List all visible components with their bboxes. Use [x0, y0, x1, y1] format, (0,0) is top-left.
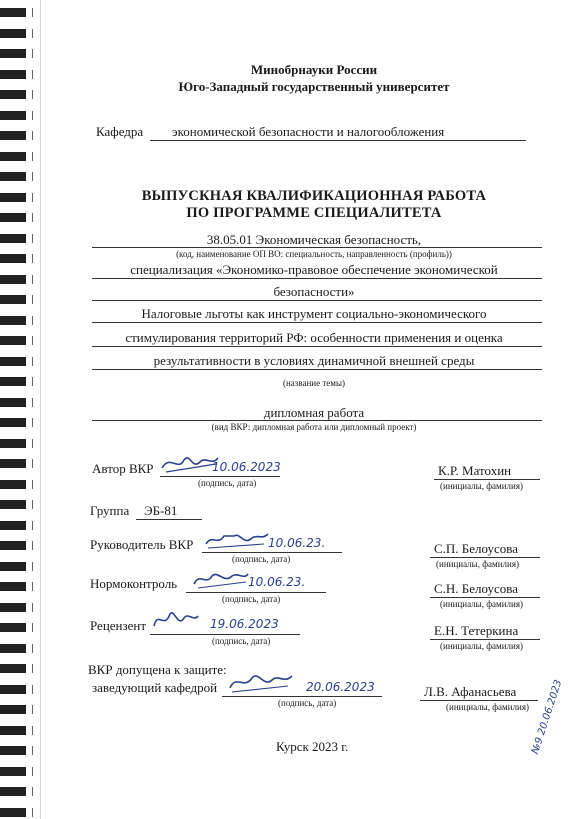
supervisor-label: Руководитель ВКР: [90, 537, 194, 552]
binding-hole: [26, 295, 33, 304]
binding-ring: [0, 623, 26, 632]
supervisor-name-underline: [430, 557, 540, 558]
reviewer-date: 19.06.2023: [210, 617, 279, 631]
department-value: экономической безопасности и налогообложения: [172, 124, 445, 139]
head-signature: [226, 668, 296, 696]
binding-hole: [26, 29, 33, 38]
program-underline: [92, 247, 542, 248]
author-name-caption: (инициалы, фамилия): [440, 481, 523, 491]
binding-hole: [26, 459, 33, 468]
binding-hole: [26, 213, 33, 222]
binding-hole: [26, 70, 33, 79]
work-type-underline: [92, 420, 542, 421]
reviewer-signature: [150, 606, 200, 634]
binding-hole: [26, 275, 33, 284]
binding-hole: [26, 582, 33, 591]
binding-ring: [0, 746, 26, 755]
binding-ring: [0, 316, 26, 325]
binding-hole: [26, 439, 33, 448]
normcontrol-sign-underline: [186, 592, 326, 593]
page-edge: [40, 0, 41, 819]
binding-ring: [0, 439, 26, 448]
binding-ring: [0, 8, 26, 17]
binding-ring: [0, 131, 26, 140]
binding-ring: [0, 398, 26, 407]
binding-ring: [0, 521, 26, 530]
binding-hole: [26, 8, 33, 17]
binding-ring: [0, 787, 26, 796]
binding-ring: [0, 29, 26, 38]
specialization-line1: специализация «Экономико-правовое обеспечение экономической: [130, 262, 498, 277]
head-date: 20.06.2023: [306, 680, 375, 694]
binding-hole: [26, 623, 33, 632]
university-name: Юго-Западный государственный университет: [178, 79, 450, 94]
binding-ring: [0, 172, 26, 181]
document-title-line2: ПО ПРОГРАММЕ СПЕЦИАЛИТЕТА: [186, 205, 442, 221]
binding-hole: [26, 398, 33, 407]
head-sign-caption: (подпись, дата): [278, 698, 337, 708]
topic-caption: (название темы): [282, 378, 346, 388]
binding-ring: [0, 152, 26, 161]
binding-ring: [0, 726, 26, 735]
binding-hole: [26, 808, 33, 817]
program-code: 38.05.01 Экономическая безопасность,: [206, 232, 422, 247]
binding-hole: [26, 254, 33, 263]
supervisor-name: С.П. Белоусова: [434, 541, 519, 556]
binding-hole: [26, 49, 33, 58]
supervisor-sign-underline: [202, 552, 342, 553]
normcontrol-sign-caption: (подпись, дата): [222, 594, 281, 604]
binding-hole: [26, 131, 33, 140]
topic-line2: стимулирования территорий РФ: особенности применения и оценка: [125, 330, 503, 345]
topic-line1: Налоговые льготы как инструмент социально-экономического: [141, 306, 487, 321]
binding-ring: [0, 418, 26, 427]
specialization-line2: безопасности»: [273, 284, 355, 299]
work-type-caption: (вид ВКР: дипломная работа или дипломный проект): [211, 422, 417, 432]
binding-ring: [0, 193, 26, 202]
head-name-underline: [420, 700, 538, 701]
binding-hole: [26, 562, 33, 571]
head-name-caption: (инициалы, фамилия): [446, 702, 529, 712]
binding-ring: [0, 336, 26, 345]
reviewer-sign-underline: [150, 634, 300, 635]
ministry-name: Минобрнауки России: [250, 62, 378, 77]
binding-hole: [26, 644, 33, 653]
author-label: Автор ВКР: [92, 461, 154, 476]
normcontrol-signature: [190, 566, 250, 592]
binding-hole: [26, 377, 33, 386]
program-caption: (код, наименование ОП ВО: специальность, направленность (профиль)): [176, 249, 452, 259]
binding-ring: [0, 275, 26, 284]
normcontrol-label: Нормоконтроль: [90, 576, 178, 591]
binding-hole: [26, 664, 33, 673]
binding-hole: [26, 480, 33, 489]
binding-ring: [0, 664, 26, 673]
normcontrol-name-underline: [430, 597, 540, 598]
topic-underline-3: [92, 369, 542, 370]
binding-ring: [0, 357, 26, 366]
author-date: 10.06.2023: [212, 460, 281, 474]
group-underline: [136, 519, 202, 520]
spec-underline-2: [92, 300, 542, 301]
reviewer-label: Рецензент: [90, 618, 147, 633]
head-name: Л.В. Афанасьева: [424, 684, 517, 699]
binding-ring: [0, 90, 26, 99]
binding-hole: [26, 234, 33, 243]
department-underline: [150, 140, 526, 141]
reviewer-name-caption: (инициалы, фамилия): [440, 641, 523, 651]
binding-ring: [0, 377, 26, 386]
reviewer-sign-caption: (подпись, дата): [212, 636, 271, 646]
supervisor-sign-caption: (подпись, дата): [232, 554, 291, 564]
binding-ring: [0, 295, 26, 304]
admission-label: ВКР допущена к защите:: [88, 662, 227, 677]
document-title-line1: ВЫПУСКНАЯ КВАЛИФИКАЦИОННАЯ РАБОТА: [141, 188, 487, 204]
author-name-underline: [434, 479, 540, 480]
group-value: ЭБ-81: [144, 503, 178, 518]
binding-ring: [0, 480, 26, 489]
topic-line3: результативности в условиях динамичной внешней среды: [153, 353, 475, 368]
binding-hole: [26, 541, 33, 550]
work-type-value: дипломная работа: [263, 405, 365, 420]
binding-hole: [26, 787, 33, 796]
binding-hole: [26, 705, 33, 714]
binding-hole: [26, 767, 33, 776]
binding-hole: [26, 152, 33, 161]
binding-ring: [0, 500, 26, 509]
binding-ring: [0, 562, 26, 571]
supervisor-signature: [204, 528, 270, 552]
binding-hole: [26, 90, 33, 99]
author-sign-underline: [160, 476, 280, 477]
normcontrol-name-caption: (инициалы, фамилия): [440, 599, 523, 609]
binding-hole: [26, 172, 33, 181]
binding-ring: [0, 70, 26, 79]
group-label: Группа: [90, 503, 130, 518]
binding-ring: [0, 111, 26, 120]
binding-hole: [26, 685, 33, 694]
binding-ring: [0, 808, 26, 817]
topic-underline-2: [92, 346, 542, 347]
binding-ring: [0, 685, 26, 694]
registration-note: №9 20.06.2023: [530, 678, 565, 756]
supervisor-name-caption: (инициалы, фамилия): [436, 559, 519, 569]
binding-hole: [26, 521, 33, 530]
normcontrol-date: 10.06.23.: [248, 575, 306, 589]
binding-hole: [26, 418, 33, 427]
normcontrol-name: С.Н. Белоусова: [434, 581, 519, 596]
reviewer-name: Е.Н. Тетеркина: [434, 623, 519, 638]
binding-ring: [0, 767, 26, 776]
binding-hole: [26, 726, 33, 735]
binding-hole: [26, 336, 33, 345]
binding-ring: [0, 582, 26, 591]
topic-underline-1: [92, 322, 542, 323]
binding-ring: [0, 459, 26, 468]
head-of-department-label: заведующий кафедрой: [92, 680, 218, 695]
binding-hole: [26, 316, 33, 325]
author-name: К.Р. Матохин: [438, 463, 512, 478]
reviewer-name-underline: [430, 639, 540, 640]
binding-ring: [0, 603, 26, 612]
binding-ring: [0, 213, 26, 222]
spec-underline-1: [92, 278, 542, 279]
binding-hole: [26, 357, 33, 366]
author-signature: [160, 450, 220, 476]
head-sign-underline: [222, 696, 382, 697]
binding-ring: [0, 49, 26, 58]
binding-ring: [0, 254, 26, 263]
spiral-binding: [0, 0, 42, 819]
binding-hole: [26, 193, 33, 202]
binding-ring: [0, 541, 26, 550]
binding-ring: [0, 644, 26, 653]
city-year: Курск 2023 г.: [276, 739, 349, 754]
binding-ring: [0, 234, 26, 243]
binding-hole: [26, 500, 33, 509]
author-sign-caption: (подпись, дата): [198, 478, 257, 488]
department-label: Кафедра: [96, 124, 144, 139]
binding-hole: [26, 111, 33, 120]
binding-hole: [26, 603, 33, 612]
binding-hole: [26, 746, 33, 755]
binding-ring: [0, 705, 26, 714]
supervisor-date: 10.06.23.: [268, 536, 326, 550]
